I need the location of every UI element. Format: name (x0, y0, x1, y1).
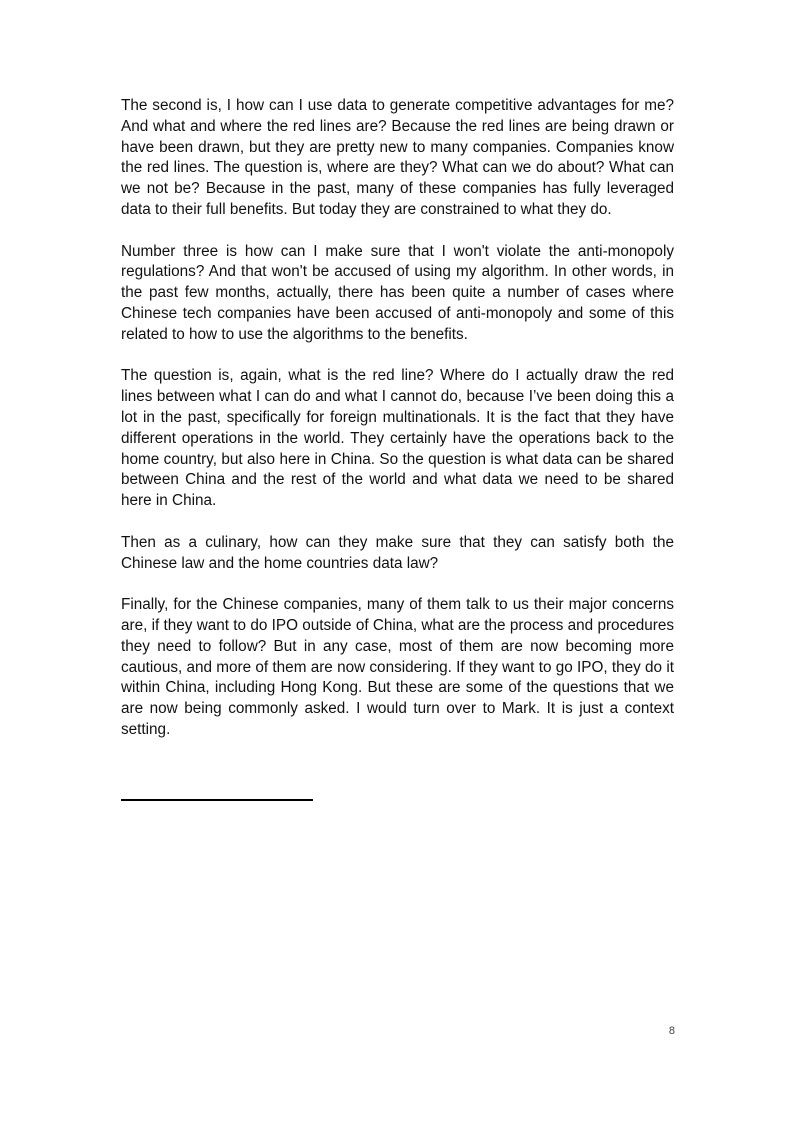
paragraph-1: The second is, I how can I use data to generate competitive advantages for me? And what and where the red lines are? Because the red lines are being drawn or have been drawn, but they are pretty new to many companies. Companies know the red lines. The question is, where are they? What can we do about? What can we not be? Because in the past, many of these companies has fully leveraged data to their full benefits. But today they are constrained to what they do. (121, 97, 674, 218)
paragraph-3: The question is, again, what is the red line? Where do I actually draw the red lines between what I can do and what I cannot do, because I’ve been doing this a lot in the past, specifically for foreign multinationals. It is the fact that they have different operations in the world. They certainly have the operations back to the home country, but also here in China. So the question is what data can be shared between China and the rest of the world and what data we need to be shared here in China. (121, 367, 674, 510)
page-number: 8 (668, 1025, 675, 1037)
body-text (121, 96, 674, 762)
paragraph-4: Then as a culinary, how can they make sure that they can satisfy both the Chinese law and the home countries data law? (121, 533, 674, 572)
paragraph-5: Finally, for the Chinese companies, many of them talk to us their major concerns are, if they want to do IPO outside of China, what are the process and procedures they need to follow? But in any case, most of them are now becoming more cautious, and more of them are now considering. If they want to go IPO, they do it within China, including Hong Kong. But these are some of the questions that we are now being commonly asked. I would turn over to Mark. It is just a context setting. (121, 596, 674, 738)
paragraph-2: Number three is how can I make sure that I won't violate the anti-monopoly regulations? And that won't be accused of using my algorithm. In other words, in the past few months, actually, there has been quite a number of cases where Chinese tech companies have been accused of anti-monopoly and some of this related to how to use the algorithms to the benefits. (121, 242, 674, 343)
footnote-separator (121, 799, 313, 801)
